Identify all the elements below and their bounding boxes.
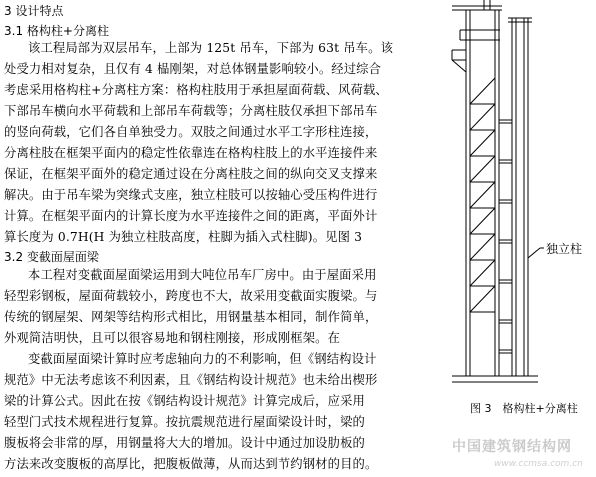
watermark-text: 中国建筑钢结构网 [452, 439, 572, 455]
section-heading: 3 设计特点 [4, 4, 64, 18]
subsection-heading-2: 3.2 变截面屋面梁 [4, 250, 99, 264]
paragraph-line: 规范》中无法考虑该不利因素，且《钢结构设计规范》也未给出楔形 [4, 373, 378, 387]
paragraph-line: 下部吊车横向水平荷载和上部吊车荷载等；分离柱肢仅承担下部吊车 [4, 104, 378, 118]
paragraph-line: 该工程局部为双层吊车，上部为 125t 吊车，下部为 63t 吊车。该 [28, 41, 394, 55]
lattice-member [470, 104, 495, 130]
paragraph-line: 变截面屋面梁计算时应考虑轴向力的不利影响，但《钢结构设计 [28, 352, 377, 366]
subsection-heading-1: 3.1 格构柱+分离柱 [4, 24, 109, 38]
lattice-member [470, 234, 495, 260]
paragraph-line: 轻型彩钢板，屋面荷载较小，跨度也不大，故采用变截面实腹梁。与 [4, 289, 378, 303]
lattice-member [470, 286, 495, 312]
paragraph-line: 计算。在框架平面内的计算长度为水平连接件之间的距离，平面外计 [4, 209, 378, 223]
paragraph-line: 方法来改变腹板的高厚比，把腹板做薄，从而达到节约钢材的目的。 [4, 457, 378, 471]
lattice-member [470, 260, 495, 286]
paragraph-line: 梁的计算公式。因此在按《钢结构设计规范》计算完成后，应采用 [4, 394, 365, 408]
paragraph-line: 的竖向荷载，它们各自单独受力。双肢之间通过水平工字形柱连接， [4, 125, 378, 139]
lattice-member [470, 208, 495, 234]
paragraph-line: 处受力相对复杂，且仅有 4 榀刚架，对总体钢量影响较小。经过综合 [4, 62, 382, 76]
paragraph-line: 分离柱肢在框架平面内的稳定性依靠连在格构柱肢上的水平连接件来 [4, 146, 378, 160]
paragraph-line: 本工程对变截面屋面梁运用到大吨位吊车厂房中。由于屋面采用 [28, 268, 377, 282]
lattice-member [470, 156, 495, 182]
lattice-member [470, 182, 495, 208]
paragraph-line: 考虑采用格构柱+分离柱方案：格构柱肢用于承担屋面荷载、风荷载、 [4, 83, 388, 97]
column-drawing [440, 0, 596, 395]
paragraph-line: 解决。由于吊车梁为突缘式支座，独立柱肢可以按轴心受压构件进行 [4, 188, 378, 202]
column-label: 独立柱 [546, 242, 583, 256]
paragraph-line: 保证，在框架平面外的稳定通过设在分离柱肢之间的纵向交叉支撑来 [4, 167, 378, 181]
paragraph-line: 腹板将会非常的厚，用钢量将大大的增加。设计中通过加设肋板的 [4, 436, 365, 450]
paragraph-line: 算长度为 0.7H(H 为独立柱肢高度，柱脚为插入式柱脚)。见图 3 [4, 230, 363, 244]
lattice-member [470, 78, 495, 104]
figure-caption: 图 3 格构柱+分离柱 [470, 402, 578, 415]
paragraph-line: 轻型门式技术规程进行复算。按抗震规范进行屋面梁设计时，梁的 [4, 415, 365, 429]
paragraph-line: 外观简洁明快，且可以很容易地和钢柱刚接，形成刚框架。在 [4, 331, 341, 345]
watermark-url: www.ccmsa.com.cn [494, 459, 583, 469]
paragraph-line: 传统的钢屋架、网架等结构形式相比，用钢量基本相同，制作简单， [4, 310, 378, 324]
lattice-member [470, 130, 495, 156]
